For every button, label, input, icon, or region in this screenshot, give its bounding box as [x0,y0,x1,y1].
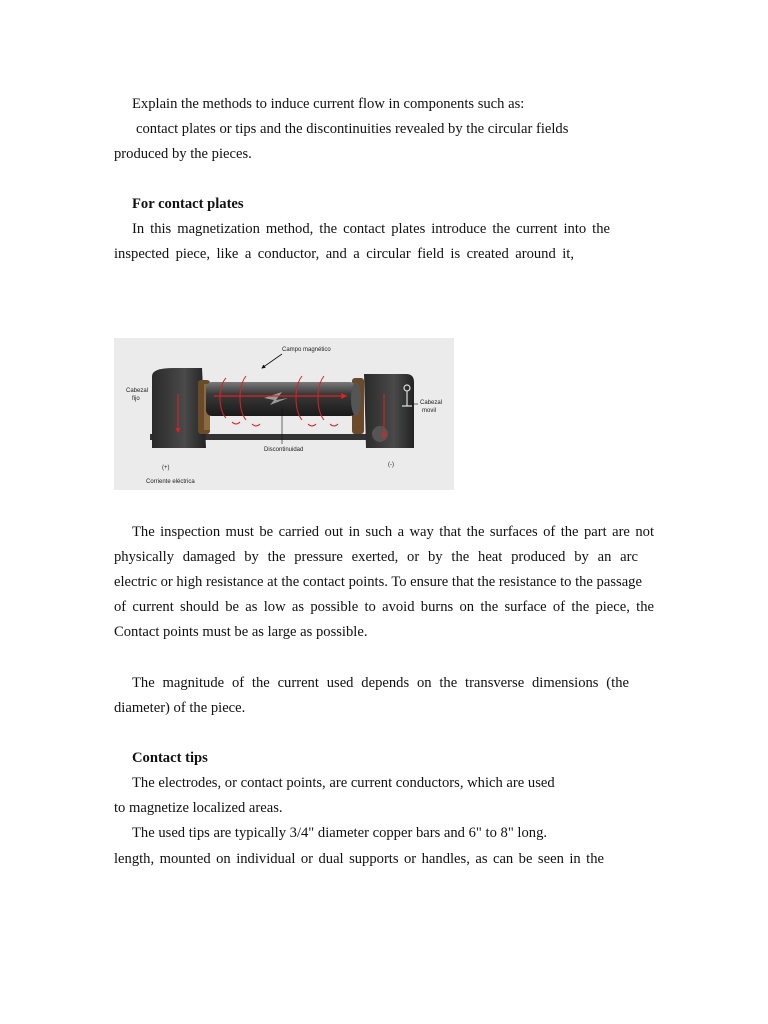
contact-plates-line-1: In this magnetization method, the contact plates introduce the current into the [132,221,610,237]
label-mobile-head-1: Cabezal [420,400,443,406]
magnitude-line-1: The magnitude of the current used depends on the transverse dimensions (the [132,675,629,691]
label-fixed-head-2: fijo [132,396,140,402]
heading-contact-plates: For contact plates [132,196,244,212]
intro-line-3: produced by the pieces. [114,146,252,162]
heading-contact-tips: Contact tips [132,750,208,766]
intro-line-2: contact plates or tips and the discontinuities revealed by the circular fields [136,121,569,137]
fixed-head [152,368,206,448]
contact-plates-line-2: inspected piece, like a conductor, and a circular field is created around it, [114,246,574,262]
label-discontinuity: Discontinuidad [264,447,304,453]
contact-tips-line-2: to magnetize localized areas. [114,800,283,816]
label-mobile-head-2: movil [422,408,437,414]
inspection-line-4: of current should be as low as possible to avoid burns on the surface of the piece, the [114,599,654,615]
label-electric-current: Corriente eléctrica [146,479,195,485]
magnitude-line-2: diameter) of the piece. [114,700,246,716]
inspection-line-5: Contact points must be as large as possible. [114,624,368,640]
inspection-line-2: physically damaged by the pressure exerted, or by the heat produced by an arc [114,549,638,565]
test-piece-bar [206,382,356,416]
contact-tips-line-1: The electrodes, or contact points, are current conductors, which are used [132,775,555,791]
label-minus: (-) [388,462,394,468]
field-pointer [262,354,282,368]
inspection-line-1: The inspection must be carried out in such a way that the surfaces of the part are not [132,524,654,540]
contact-tips-line-4: length, mounted on individual or dual supports or handles, as can be seen in the [114,851,604,867]
magnetization-diagram [114,338,454,490]
label-magnetic-field: Campo magnético [282,347,331,353]
label-fixed-head-1: Cabezal [126,388,149,394]
label-plus: (+) [162,465,170,471]
intro-line-1: Explain the methods to induce current flow in components such as: [132,96,525,112]
inspection-line-3: electric or high resistance at the contact points. To ensure that the resistance to the passage [114,574,642,590]
contact-tips-line-3: The used tips are typically 3/4" diameter copper bars and 6" to 8" long. [132,825,548,841]
